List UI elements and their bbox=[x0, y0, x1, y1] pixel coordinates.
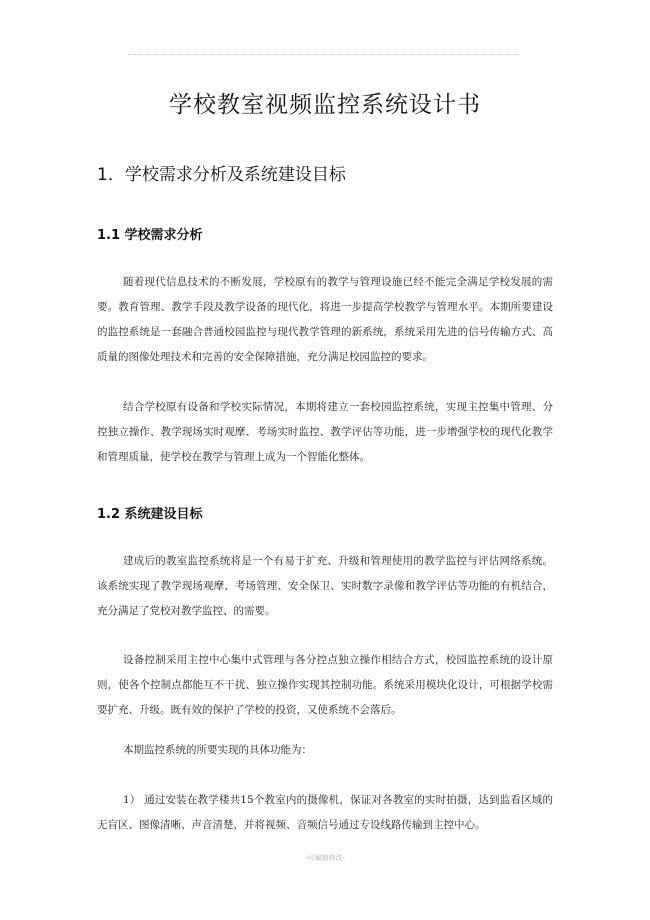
section-1-2-heading: 1.2 系统建设目标 bbox=[97, 507, 203, 522]
section-1-heading: 1．学校需求分析及系统建设目标 bbox=[97, 165, 346, 185]
section-1-1-paragraph-2: 结合学校原有设备和学校实际情况，本期将建立一套校园监控系统，实现主控集中管理、分控独立操作、教学现场实时观摩、考场实时监控、教学评估等功能，进一步增强学校的现代化教学和管理质量，使学校在教学与管理上成为一个智能化整体。 bbox=[97, 401, 553, 463]
footer-note: -可编辑修改- bbox=[304, 854, 346, 862]
function-item-1: 1） 通过安装在教学楼共15个教室内的摄像机，保证对各教室的实时拍摄，达到监看区域的无盲区、图像清晰、声音清楚，并将视频、音频信号通过专设线路传输到主控中心。 bbox=[97, 794, 553, 831]
section-1-1-heading: 1.1 学校需求分析 bbox=[97, 228, 203, 243]
section-1-2-paragraph-1: 建成后的教室监控系统将是一个有易于扩充、升级和管理使用的教学监控与评估网络系统。该系统实现了教学现场观摩、考场管理、安全保卫、实时数字录像和教学评估等功能的有机结合，充分满足了党校对教学监控、的需要。 bbox=[97, 555, 553, 617]
document-title: 学校教室视频监控系统设计书 bbox=[169, 92, 481, 118]
section-1-2-paragraph-2: 设备控制采用主控中心集中式管理与各分控点独立操作相结合方式，校园监控系统的设计原则，使各个控制点都能互不干扰、独立操作实现其控制功能。系统采用模块化设计，可根据学校需要扩充、升级。既有效的保护了学校的投资，又使系统不会落后。 bbox=[97, 654, 553, 716]
section-1-2-paragraph-3: 本期监控系统的所要实现的具体功能为： bbox=[123, 744, 312, 756]
header-rule bbox=[128, 54, 520, 55]
section-1-1-paragraph-1: 随着现代信息技术的不断发展，学校原有的教学与管理设施已经不能完全满足学校发展的需要。教育管理、教学手段及教学设备的现代化，将进一步提高学校教学与管理水平。本期所要建设的监控系统是一套融合普通校园监控与现代教学管理的新系统，系统采用先进的信号传输方式、高质量的图像处理技术和完善的安全保障措施，充分满足校园监控的要求。 bbox=[97, 276, 553, 363]
